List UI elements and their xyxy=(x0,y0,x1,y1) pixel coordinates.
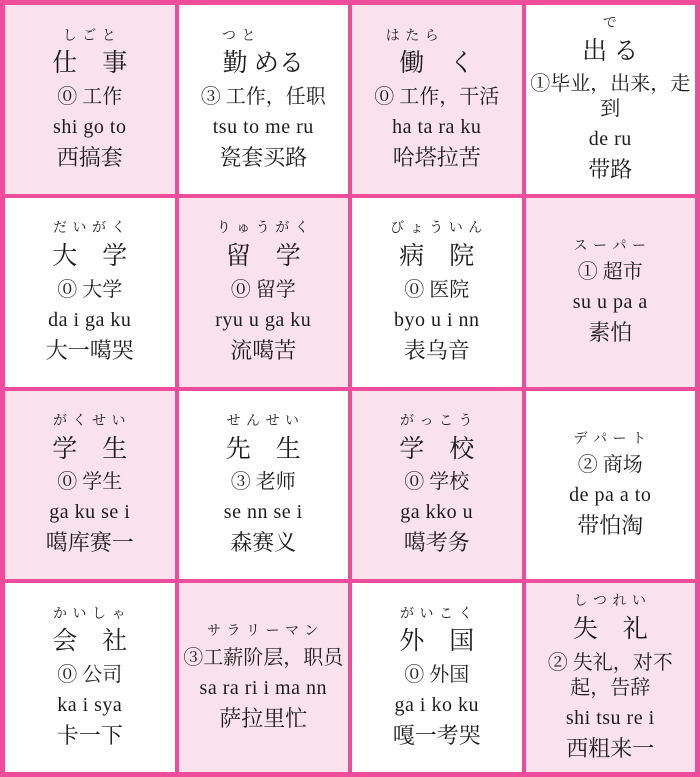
kanji-word: 勤 める xyxy=(222,50,304,78)
romaji-reading: ga ku se i xyxy=(49,501,131,524)
accent-and-meaning: ⓪ 医院 xyxy=(404,278,470,301)
romaji-reading: ga kko u xyxy=(400,501,474,524)
furigana-reading: だ い が く xyxy=(53,221,127,237)
romaji-reading: shi tsu re i xyxy=(565,706,655,729)
accent-and-meaning: ⓪ 留学 xyxy=(230,278,296,301)
romaji-reading: da i ga ku xyxy=(48,308,132,331)
chinese-mnemonic: 素怕 xyxy=(588,320,633,346)
furigana-reading: は た ら xyxy=(385,28,440,44)
chinese-mnemonic: 带路 xyxy=(588,157,633,183)
accent-and-meaning: ⓪ 工作 xyxy=(57,85,123,108)
kanji-word: 学 校 xyxy=(399,435,475,463)
flashcard xyxy=(526,391,696,580)
romaji-reading: byo u i nn xyxy=(393,308,480,331)
accent-and-meaning: ② 商场 xyxy=(577,453,643,476)
accent-and-meaning: ⓪ 学生 xyxy=(57,471,123,494)
romaji-reading: ryu u ga ku xyxy=(215,308,312,331)
katakana-word: デ パ ー ト xyxy=(573,431,647,447)
kanji-word: 働 く xyxy=(399,50,475,78)
chinese-mnemonic: 表乌音 xyxy=(403,337,470,363)
accent-and-meaning: ③ 老师 xyxy=(230,471,296,494)
kanji-word: 仕 事 xyxy=(52,50,128,78)
romaji-reading: su u pa a xyxy=(572,291,648,314)
furigana-reading: し ご と xyxy=(62,28,117,44)
accent-and-meaning: ③ 工作，任职 xyxy=(200,85,326,108)
accent-and-meaning: ③工薪阶层，职员 xyxy=(183,646,344,669)
accent-and-meaning: ⓪ 公司 xyxy=(57,664,123,687)
kanji-word: 学 生 xyxy=(52,435,128,463)
chinese-mnemonic: 嘎一考哭 xyxy=(392,723,481,749)
flashcard xyxy=(5,391,175,580)
accent-and-meaning: ① 超市 xyxy=(577,261,643,284)
chinese-mnemonic: 森赛义 xyxy=(230,530,297,556)
romaji-reading: shi go to xyxy=(53,115,127,138)
accent-and-meaning: ⓪ 学校 xyxy=(404,471,470,494)
accent-and-meaning: ② 失礼，对不起，告辞 xyxy=(547,651,673,699)
furigana-reading: が っ こ う xyxy=(400,414,474,430)
chinese-mnemonic: 大一噶哭 xyxy=(45,337,134,363)
accent-and-meaning: ⓪ 大学 xyxy=(57,278,123,301)
romaji-reading: tsu to me ru xyxy=(212,115,314,138)
flashcard xyxy=(352,198,522,387)
flashcard xyxy=(5,5,175,194)
kanji-word: 先 生 xyxy=(225,435,301,463)
kanji-word: 会 社 xyxy=(52,628,128,656)
kanji-word: 病 院 xyxy=(399,242,475,270)
chinese-mnemonic: 带怕淘 xyxy=(577,512,644,538)
chinese-mnemonic: 噶库赛一 xyxy=(45,530,134,556)
flashcard xyxy=(179,391,349,580)
romaji-reading: de pa a to xyxy=(569,483,652,506)
katakana-word: ス ー パ ー xyxy=(573,238,647,254)
flashcard xyxy=(5,198,175,387)
flashcard xyxy=(179,198,349,387)
romaji-reading: sa ra ri i ma nn xyxy=(199,676,327,699)
flashcard xyxy=(352,583,522,772)
kanji-word: 留 学 xyxy=(225,242,301,270)
chinese-mnemonic: 流噶苦 xyxy=(230,337,297,363)
chinese-mnemonic: 西粗来一 xyxy=(566,735,655,761)
furigana-reading: で xyxy=(602,16,618,32)
furigana-reading: り ゅ う が く xyxy=(216,221,310,237)
furigana-reading: が い こ く xyxy=(400,606,474,622)
chinese-mnemonic: 萨拉里忙 xyxy=(219,705,308,731)
chinese-mnemonic: 西搞套 xyxy=(56,144,123,170)
flashcard xyxy=(5,583,175,772)
accent-and-meaning: ①毕业，出来，走到 xyxy=(530,73,691,121)
flashcard xyxy=(526,5,696,194)
furigana-reading: び ょ う い ん xyxy=(390,221,484,237)
flashcard xyxy=(352,391,522,580)
kanji-word: 失 礼 xyxy=(572,615,648,643)
romaji-reading: se nn se i xyxy=(223,501,303,524)
flashcard xyxy=(352,5,522,194)
chinese-mnemonic: 卡一下 xyxy=(56,723,123,749)
flashcard xyxy=(526,198,696,387)
accent-and-meaning: ⓪ 外国 xyxy=(404,664,470,687)
katakana-word: サ ラ リ ー マ ン xyxy=(207,624,320,640)
kanji-word: 大 学 xyxy=(52,242,128,270)
flashcard xyxy=(526,583,696,772)
romaji-reading: ka i sya xyxy=(57,694,123,717)
furigana-reading: し つ れ い xyxy=(573,594,647,610)
romaji-reading: de ru xyxy=(588,128,632,151)
furigana-reading: が く せ い xyxy=(53,414,127,430)
kanji-word: 外 国 xyxy=(399,628,475,656)
furigana-reading: か い し ゃ xyxy=(53,606,127,622)
flashcard xyxy=(179,583,349,772)
romaji-reading: ga i ko ku xyxy=(394,694,479,717)
chinese-mnemonic: 哈塔拉苦 xyxy=(392,144,481,170)
furigana-reading: せ ん せ い xyxy=(226,414,300,430)
accent-and-meaning: ⓪ 工作，干活 xyxy=(374,85,500,108)
chinese-mnemonic: 瓷套买路 xyxy=(219,144,308,170)
romaji-reading: ha ta ra ku xyxy=(392,115,482,138)
furigana-reading: つ と xyxy=(222,28,257,44)
kanji-word: 出 る xyxy=(582,37,639,65)
flashcard xyxy=(179,5,349,194)
chinese-mnemonic: 噶考务 xyxy=(403,530,470,556)
